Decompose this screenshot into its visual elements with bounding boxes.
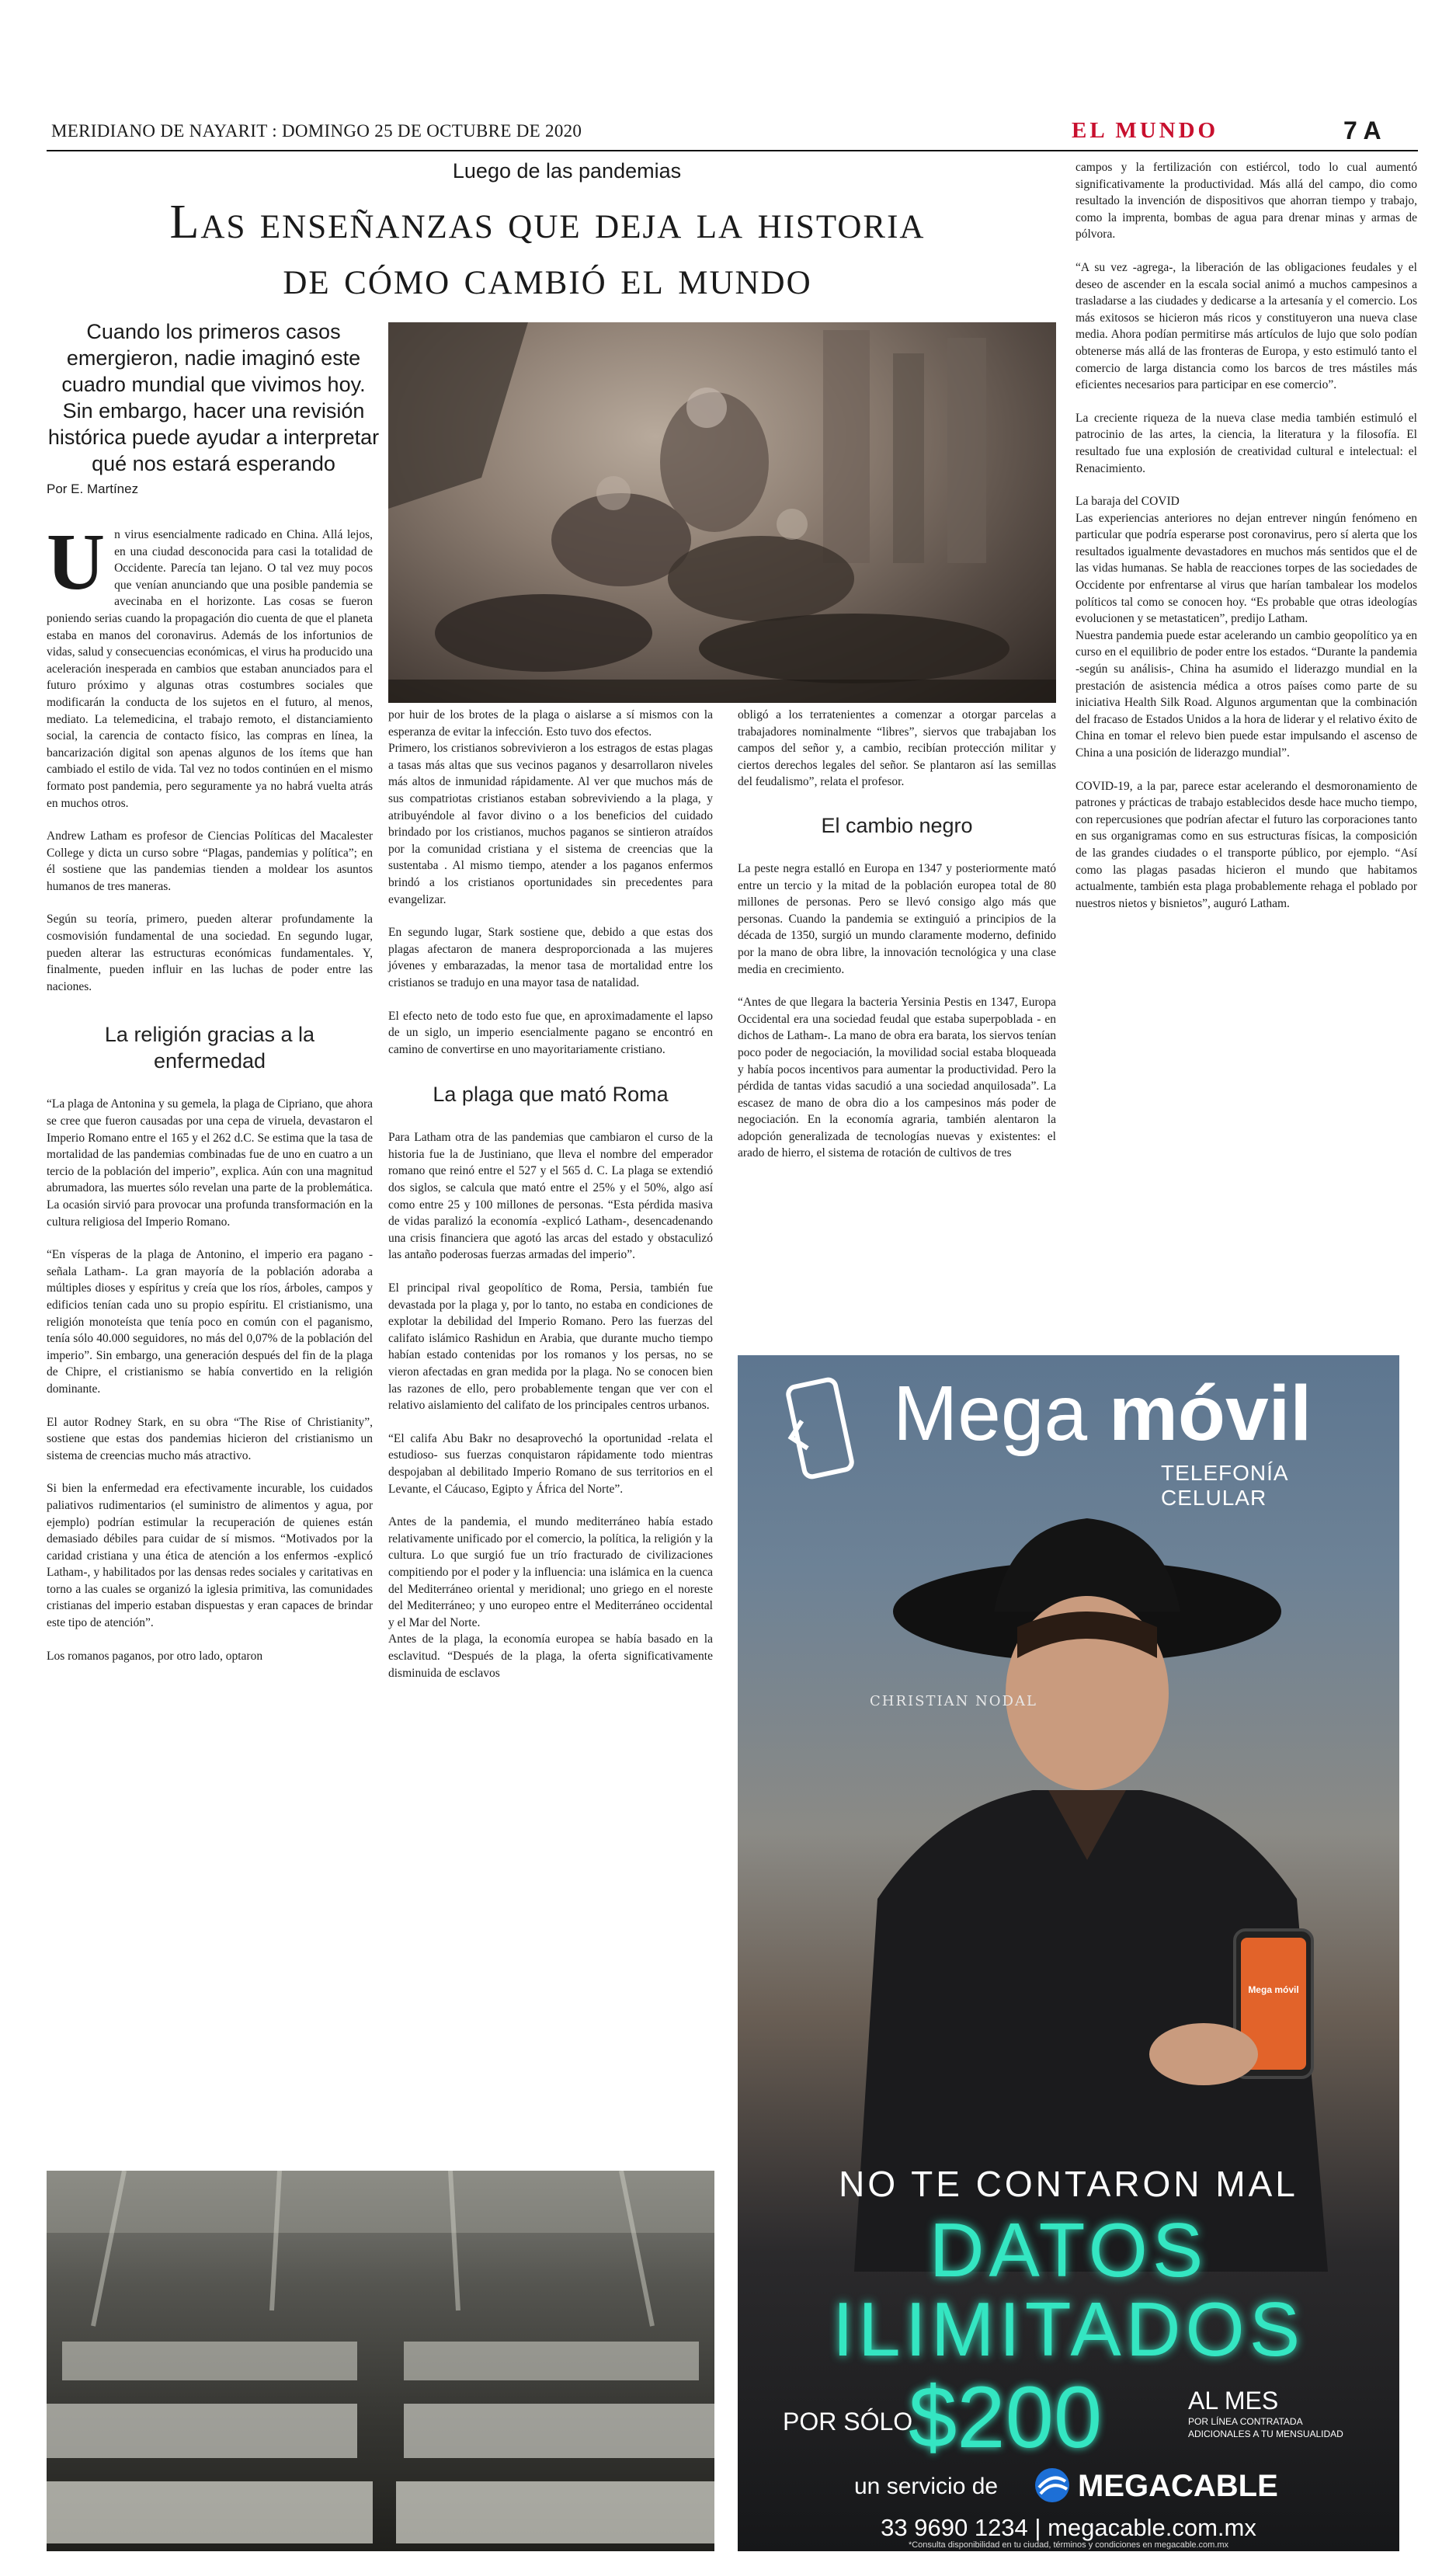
col1-paragraph: Andrew Latham es profesor de Ciencias Políticas del Macalester College y dicta un curso sobre “Plagas, pandemias y política”; en él sostiene que las pandemias tienden a moldear los asuntos humanos de tres maneras.	[47, 829, 373, 893]
plague-engraving-image	[388, 322, 1056, 703]
col1-paragraph: n virus esencialmente radicado en China. Allá lejos, en una ciudad desconocida para casi la totalidad de Occidente. Parecía tan lejano. O tal vez muy pocos que venían anunciando que una posible pandemia se avecinaba en el horizonte. Las cosas se fueron poniendo serias cuando la propagación dio cuenta de que el planeta estaba en manos del coronavirus. Además de los infortunios de vidas, salud y consecuencias económicas, el virus ha producido una aceleración inesperada en cambios que estaban anunciados para el futuro próximo y algunas otras costumbres sociales que modificarán la conducta de los sujetos en el futuro, al menos, mediato. La telemedicina, el trabajo remoto, el distanciamiento social, la carencia de contacto físico, las compras en línea, la bancarización digital son apenas algunos de los ítems que han cambiado el estilo de vida. Tal vez no todos continúen en el mismo formato post pandemia, pero seguramente ya no habrá vuelta atrás en muchos otros.	[47, 528, 373, 810]
phone-outline-icon	[780, 1371, 866, 1495]
brand-logo	[893, 1371, 1312, 1456]
price-amount: $200	[909, 2369, 1103, 2466]
col3-paragraph: obligó a los terratenientes a comenzar a otorgar parcelas a trabajadores nominalmente “libres”, siervos que trabajaban los campos del señor y, a cambio, recibían protección militar y ciertos derechos legales del señor. Se plantaron así las semillas del feudalismo”, relata el profesor.	[738, 708, 1056, 789]
title-line-2: de cómo cambió el mundo	[283, 252, 812, 304]
drop-cap: U	[47, 517, 106, 607]
price-suffix: AL MES	[1188, 2387, 1279, 2415]
ad-disclaimer: *Consulta disponibilidad en tu ciudad, términos y condiciones en megacable.com.mx	[908, 2540, 1229, 2550]
col2-paragraph: “El califa Abu Bakr no desaprovechó la oportunidad -relata el estudioso- sus fuerzas conquistaron rápidamente todo mientras despojaban al debilitado Imperio Romano de sus territorios en el Levante, el Cáucaso, Egipto y África del Norte”.	[388, 1431, 713, 1496]
col1-paragraph: “En vísperas de la plaga de Antonino, el imperio era pagano -señala Latham-. La gran mayoría de la población adoraba a múltiples dioses y espíritus y creía que los ríos, árboles, campos y edificios tenían cada uno su propio espíritu. El cristianismo, una religión monoteísta que tenía poco en común con el paganismo, tenía sólo 40.000 seguidores, no más del 0,07% de la población del imperio”. Sin embargo, una generación después del fin de la plaga de Chipre, el cristianismo se había convertido en la religión dominante.	[47, 1248, 373, 1396]
col3-paragraph: “Antes de que llegara la bacteria Yersinia Pestis en 1347, Europa Occidental era una sociedad feudal que estaba superpoblada - en dichos de Latham-. La mano de obra era barata, los siervos tenían poco poder de negociación, la movilidad social estaba bloqueada y había pocos incentivos para aumentar la productividad. Pero la pérdida de tantas vidas sacudió a una sociedad anquilosada”. La escasez de mano de obra dio a los campesinos más poder de negociación. En la economía agraria, también alentaron la adopción generalizada de tecnologías nuevas y existentes: el arado de hierro, el sistema de rotación de cultivos de tres	[738, 996, 1056, 1160]
megacable-advertisement[interactable]	[738, 1355, 1399, 2551]
col4-paragraph: COVID-19, a la par, parece estar acelerando el desmoronamiento de patrones y prácticas de trabajo establecidos desde hace mucho tiempo, con repercusiones que podrían afectar el futuro las corporaciones tanto en sus organigramas como en sus estructuras físicas, la composición de las grandes ciudades o el transporte público, por ejemplo. “Así como las plagas pasadas hicieron el mundo que habitamos actualmente, también esta plaga probablemente rehaga el poblado por nuestros nietos y bisnietos”, auguró Latham.	[1075, 779, 1417, 910]
price-prefix: POR SÓLO	[783, 2408, 913, 2436]
ad-headline-2: ILIMITADOS	[832, 2286, 1305, 2372]
contact-info[interactable]: 33 9690 1234 | megacable.com.mx	[881, 2514, 1256, 2541]
article-column-4	[1075, 159, 1417, 928]
subhead-rome: La plaga que mató Roma	[433, 1083, 669, 1107]
col2-paragraph: El efecto neto de todo esto fue que, en aproximadamente el lapso de un siglo, un imperio esencialmente pagano se encontró en camino de convertirse en uno mayoritariamente cristiano.	[388, 1009, 713, 1056]
col3-paragraph: La peste negra estalló en Europa en 1347 y posteriormente mató entre un tercio y la mitad de la población europea total de 80 millones de personas. Pero se llevó consigo algo más que personas. Cuando la pandemia se extinguió a principios de la década de 1350, surgió un mundo claramente moderno, definido por la mano de obra libre, la innovación tecnológica y una clase media en crecimiento.	[738, 861, 1056, 976]
section-name: EL MUNDO	[1072, 118, 1219, 143]
article-title	[43, 194, 1052, 306]
col1-paragraph: Los romanos paganos, por otro lado, optaron	[47, 1649, 263, 1663]
article-column-3	[738, 707, 1056, 1178]
price-note-2: ADICIONALES A TU MENSUALIDAD	[1188, 2429, 1343, 2439]
field-hospital-image	[47, 2171, 714, 2551]
artist-photo	[738, 1495, 1399, 2272]
engraving-figures-graphic	[388, 322, 1056, 703]
col4-paragraph: Las experiencias anteriores no dejan entrever ningún fenómeno en particular que podría esperarse post coronavirus, pero sí alerta que los resultados igualmente devastadores en muchos más sentidos que el de las vidas humanas. Se habla de reacciones torpes de las sociedades de Occidente por enfrentarse al virus que harían tambalear los modelos políticos tal como se conocen hoy. “Es probable que otras ideologías evolucionen y se metastaticen”, predijo Latham.	[1075, 511, 1417, 626]
company-name: MEGACABLE	[1078, 2469, 1278, 2503]
article-deck: Cuando los primeros casos emergieron, nadie imaginó este cuadro mundial que vivimos hoy. Sin embargo, hacer una revisión histórica puede ayudar a interpretar qué nos estará esperando	[47, 320, 380, 475]
service-text: un servicio de	[854, 2474, 999, 2499]
megacable-logo-icon	[1033, 2466, 1072, 2505]
page-header	[47, 116, 1418, 148]
brand-light: Mega	[893, 1370, 1109, 1457]
col2-paragraph: por huir de los brotes de la plaga o aislarse a sí mismos con la esperanza de evitar la infección. Esto tuvo dos efectos.	[388, 708, 713, 739]
header-date: MERIDIANO DE NAYARIT : DOMINGO 25 DE OCTUBRE DE 2020	[51, 121, 582, 141]
col4-paragraph: La creciente riqueza de la nueva clase media también estimuló el patrocinio de las artes, la ciencia, la literatura y la filosofía. El resultado fue una explosión de creatividad cultural e intelectual: el Renacimiento.	[1075, 411, 1417, 475]
phone-screen-brand: Mega móvil	[1248, 1984, 1299, 1995]
col2-paragraph: Para Latham otra de las pandemias que cambiaron el curso de la historia fue la de Justiniano, que lleva el nombre del emperador romano que reinó entre el 527 y el 565 d. C. La plaga se extendió dos siglos, se calcula que mató entre el 25% y el 50%, algo así como entre 25 y 100 millones de personas. “Esta pérdida masiva de vidas paralizó la economía -explicó Latham-, desencadenando una crisis financiera que agotó las arcas del estado y obstaculizó las antaño poderosas fuerzas armadas del imperio”.	[388, 1131, 713, 1262]
hospital-beds-graphic	[47, 2171, 714, 2551]
artist-name: CHRISTIAN NODAL	[870, 1693, 1037, 1709]
col1-paragraph: Según su teoría, primero, pueden alterar profundamente la cosmovisión fundamental de una sociedad. En segundo lugar, pueden alterar las estructuras económicas fundamentales. Y, finalmente, pueden influir en las luchas de poder entre las naciones.	[47, 913, 373, 993]
ad-headline-1: DATOS	[929, 2207, 1208, 2293]
col2-paragraph: Antes de la plaga, la economía europea se había basado en la esclavitud. “Después de la plaga, la oferta significativamente disminuida de esclavos	[388, 1632, 713, 1680]
article-kicker: Luego de las pandemias	[452, 159, 682, 183]
col4-paragraph: Nuestra pandemia puede estar acelerando un cambio geopolítico ya en curso en el equilibrio de poder entre los estados. “Durante la pandemia -según su análisis-, China ha asumido el liderazgo mundial en la prestación de asistencia médica a otros países como parte de su iniciativa Health Silk Road. Algunos argumentan que la combinación del fracaso de Estados Unidos a la hora de liderar y el relativo éxito de China en tomar el relevo bien puede estar impulsando el ascenso de China a una posición de liderazgo mundial”.	[1075, 628, 1417, 760]
price-note-1: POR LÍNEA CONTRATADA	[1188, 2416, 1303, 2427]
col1-paragraph: El autor Rodney Stark, en su obra “The Rise of Christianity”, sostiene que estas dos pandemias hicieron del cristianismo un sistema de creencias mucho más atractivo.	[47, 1415, 373, 1462]
col4-paragraph: campos y la fertilización con estiércol, todo lo cual aumentó significativamente la productividad. Más allá del campo, dio como resultado la invención de dispositivos que ahorran tiempo y trabajo, como la imprenta, bombas de agua para drenar minas y armas de pólvora.	[1075, 161, 1417, 242]
ad-tagline: NO TE CONTARON MAL	[839, 2164, 1298, 2204]
subhead-religion: La religión gracias a la enfermedad	[104, 1023, 315, 1073]
article-column-2	[388, 707, 713, 1698]
brand-bold: móvil	[1108, 1370, 1312, 1457]
col1-paragraph: Si bien la enfermedad era efectivamente incurable, los cuidados paliativos rudimentarios (el suministro de alimentos y agua, por ejemplo) podrían estimular la recuperación de quienes están demasiado débiles para cuidar de sí mismos. “Motivados por la caridad cristiana y una ética de atención a los enfermos -explicó Latham-, y habilitados por las densas redes sociales y caritativas en torno a las cuales se organizó la iglesia primitiva, las comunidades cristianas del imperio estaban dispuestas y eran capaces de brindar este tipo de atención”.	[47, 1482, 373, 1630]
col2-paragraph: Primero, los cristianos sobrevivieron a los estragos de estas plagas a tasas más altas que sus vecinos paganos y desarrollaron niveles más altos de inmunidad rápidamente. Al ver que muchos más de sus compatriotas cristianos estaban sobreviviendo a la plaga, y atribuyéndole al favor divino o a los beneficios del cuidado brindado por los cristianos, muchos paganos se sintieron atraídos por la comunidad cristiana y el sistema de creencias que la sustentaba . Al mismo tiempo, atender a los paganos enfermos brindó a los cristianos oportunidades sin precedentes para evangelizar.	[388, 742, 713, 906]
col1-paragraph: “La plaga de Antonina y su gemela, la plaga de Cipriano, que ahora se cree que fueron causadas por una cepa de viruela, devastaron el Imperio Romano entre el 165 y el 262 d.C. Se estima que la tasa de mortalidad de las pandemias combinadas fue de uno en cuatro a un tercio de la población del imperio”, explica. Aún con una magnitud abrumadora, las muertes sólo revelan una parte de la problemática. La ocasión sirvió para provocar una profunda transformación en la cultura religiosa del Imperio Romano.	[47, 1097, 373, 1229]
col4-paragraph: “A su vez -agrega-, la liberación de las obligaciones feudales y el deseo de ascender en la escala social animó a muchos campesinos a trasladarse a las ciudades y dedicarse a la artesanía y el comercio. Los más exitosos se hicieron más ricos y constituyeron una nueva clase media. Ahora podían permitirse más artículos de lujo que solo podían obtenerse más allá de las fronteras de Europa, y esto estimuló tanto el comercio de larga distancia como los barcos de tres mástiles más eficientes necesarios para participar en ese comercio”.	[1075, 260, 1417, 392]
col2-paragraph: En segundo lugar, Stark sostiene que, debido a que estas dos plagas afectaron de manera desproporcionada a las mujeres jóvenes y embarazadas, la menor tasa de mortalidad entre los cristianos se tradujo en una mayor tasa de natalidad.	[388, 926, 713, 989]
col2-paragraph: Antes de la pandemia, el mundo mediterráneo había estado relativamente unificado por el comercio, la política, la religión y la cultura. Lo que surgió fue un trío fracturado de civilizaciones compitiendo por el poder y la influencia: una islámica en la cuenca del Mediterráneo oriental y meridional; uno griego en el noreste del Mediterráneo; y uno europeo entre el Mediterráneo occidental y el Mar del Norte.	[388, 1515, 713, 1629]
brand-subtitle: TELEFONÍA CELULAR	[1161, 1461, 1288, 1510]
subhead-black-death: El cambio negro	[821, 813, 973, 837]
subhead-covid: La baraja del COVID	[1075, 495, 1180, 509]
col2-paragraph: El principal rival geopolítico de Roma, Persia, también fue devastada por la plaga y, por lo tanto, no estaba en condiciones de explotar la debilidad del Imperio Romano. Pero las fuerzas del califato islámico Rashidun en Arabia, que durante mucho tiempo habían estado contenidas por los romanos y los persas, no se vieron afectadas en gran medida por la plaga. No se conocen bien las razones de ello, pero probablemente tengan que ver con el relativo aislamiento del califato de los principales centros urbanos.	[388, 1281, 713, 1413]
header-rule	[47, 150, 1418, 151]
page-number: 7 A	[1343, 116, 1381, 144]
article-column-1	[47, 517, 373, 1681]
byline: Por E. Martínez	[47, 482, 139, 496]
title-line-1: Las enseñanzas que deja la historia	[169, 196, 926, 249]
